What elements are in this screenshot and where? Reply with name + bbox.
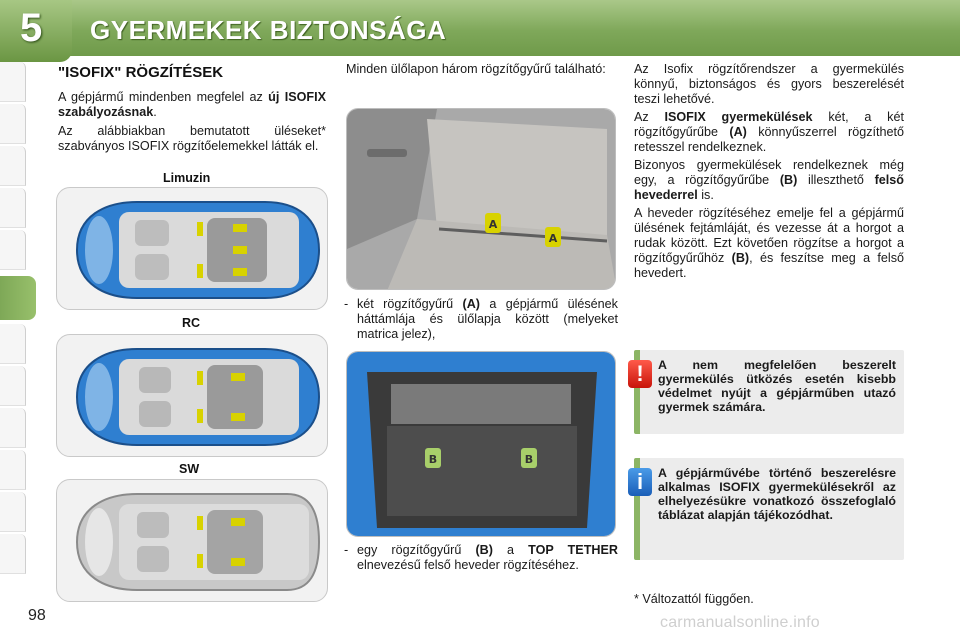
warning-text: A nem megfelelően beszerelt gyermekülés ütközés esetén kisebb védelmet nyújt a gépjárműben utazó gyermek számára. — [658, 358, 896, 414]
intro-bold: új ISOFIX szabályozásnak — [58, 90, 326, 119]
marker-b-text: B — [428, 453, 438, 466]
page-number: 98 — [28, 607, 46, 624]
bullet1-post: a gépjármű ülésének háttámlája és ülőlapja között (melyeket matrica jelez), — [357, 297, 618, 341]
chapter-tab-2[interactable] — [0, 104, 26, 144]
intro-text: A gépjármű mindenben megfelel az — [58, 90, 269, 104]
car-topview-icon — [57, 335, 328, 457]
car-label-rc: RC — [182, 316, 201, 330]
chapter-tab-5[interactable] — [0, 230, 26, 270]
bullet2-bold-top-tether: TOP TETHER — [528, 543, 618, 557]
bullet2-mid: a — [492, 543, 529, 557]
bullet-dash: - — [344, 543, 349, 557]
bullet-anchors-a — [344, 297, 618, 342]
bullet1-bold: (A) — [462, 297, 480, 311]
seats-paragraph: Az alábbiakban bemutatott üléseket* szabványos ISOFIX rögzítőelemekkel látták el. — [58, 124, 326, 153]
chapter-tab-12[interactable] — [0, 534, 26, 574]
page-title: GYERMEKEK BIZTONSÁGA — [90, 15, 447, 45]
trunk-photo — [346, 351, 616, 537]
isofix-para-4 — [634, 206, 904, 281]
chapter-tab-3[interactable] — [0, 146, 26, 186]
isofix-description — [634, 62, 904, 284]
chapter-number: 5 — [20, 6, 43, 50]
info-box — [634, 458, 904, 560]
anchor-marker-b-right — [521, 448, 537, 468]
marker-a-text: A — [548, 232, 558, 245]
para2-bold2: (A) — [729, 125, 747, 139]
chapter-index-tabs — [0, 62, 36, 582]
para3-a: Bizonyos gyermekülések rendelkeznek még egy, a rögzítőgyűrűbe — [634, 158, 904, 187]
para4-b: , és feszítse meg a felső hevedert. — [634, 251, 905, 280]
car-topview-icon — [57, 188, 328, 310]
warning-icon: ! — [628, 360, 652, 388]
bullet2-text: egy rögzítőgyűrű — [357, 543, 476, 557]
watermark: carmanualsonline.info — [660, 614, 820, 631]
bullet-anchor-b — [344, 543, 618, 573]
section-title: "ISOFIX" RÖGZÍTÉSEK — [58, 64, 224, 81]
chapter-tab-active[interactable] — [0, 276, 36, 320]
isofix-para-3 — [634, 158, 904, 203]
footnote: * Változattól függően. — [634, 592, 754, 606]
info-icon: i — [628, 468, 652, 496]
isofix-para-2 — [634, 110, 904, 155]
car-label-sw: SW — [179, 462, 200, 476]
trunk-image — [347, 352, 616, 537]
rear-seat-photo — [346, 108, 616, 290]
intro-paragraph — [58, 90, 326, 120]
isofix-para-1: Az Isofix rögzítőrendszer a gyermekülés könnyű, biztonságos és gyors beszerelését teszi lehetővé. — [634, 62, 904, 106]
bullet2-post: elnevezésű felső heveder rögzítéséhez. — [357, 558, 579, 572]
chapter-tab-4[interactable] — [0, 188, 26, 228]
rear-seat-image — [347, 109, 616, 290]
chapter-tab-7[interactable] — [0, 324, 26, 364]
marker-a-text: A — [488, 218, 498, 231]
bullet-dash: - — [344, 297, 349, 311]
para3-b: illeszthető — [797, 173, 875, 187]
car-topview-icon — [57, 480, 328, 602]
para2-a: Az — [634, 110, 665, 124]
car-diagram-limuzin — [56, 187, 328, 310]
chapter-tab — [0, 0, 72, 62]
para4-a: A heveder rögzítéséhez emelje fel a gépjármű ülésének fejtámláját, és vezesse át a horgot a rudak között. Ezt követően rögzítse a horgot a rögzítőgyűrűhöz — [634, 206, 904, 265]
anchor-marker-a-right — [545, 227, 561, 247]
para3-bold1: (B) — [779, 173, 798, 187]
intro-end: . — [153, 105, 157, 119]
warning-box — [634, 350, 904, 434]
para4-bold: (B) — [731, 251, 750, 265]
para3-c: is. — [697, 188, 714, 202]
car-label-limuzin: Limuzin — [163, 171, 211, 185]
info-text: A gépjárművébe történő beszerelésre alkalmas ISOFIX gyermekülésekről az elhelyezésükre vonatkozó összefoglaló táblázat alapján tájékozódhat. — [658, 466, 896, 522]
bullet2-bold-b: (B) — [475, 543, 493, 557]
marker-b-text: B — [524, 453, 534, 466]
chapter-tab-9[interactable] — [0, 408, 26, 448]
anchor-marker-b-left — [425, 448, 441, 468]
para2-b: két, a két rögzítőgyűrűbe — [634, 110, 904, 139]
chapter-tab-1[interactable] — [0, 62, 26, 102]
para2-c: könnyűszerrel rögzíthető retesszel rendelkeznek. — [634, 125, 905, 154]
car-diagram-sw — [56, 479, 328, 602]
car-diagram-rc — [56, 334, 328, 457]
chapter-tab-11[interactable] — [0, 492, 26, 532]
para2-bold1: ISOFIX gyermekülések — [664, 110, 813, 124]
anchor-marker-a-left — [485, 213, 501, 233]
anchor-intro: Minden ülőlapon három rögzítőgyűrű található: — [346, 62, 606, 76]
chapter-tab-8[interactable] — [0, 366, 26, 406]
para3-bold2: felső hevederrel — [634, 173, 904, 202]
bullet1-text: két rögzítőgyűrű — [357, 297, 463, 311]
chapter-tab-10[interactable] — [0, 450, 26, 490]
